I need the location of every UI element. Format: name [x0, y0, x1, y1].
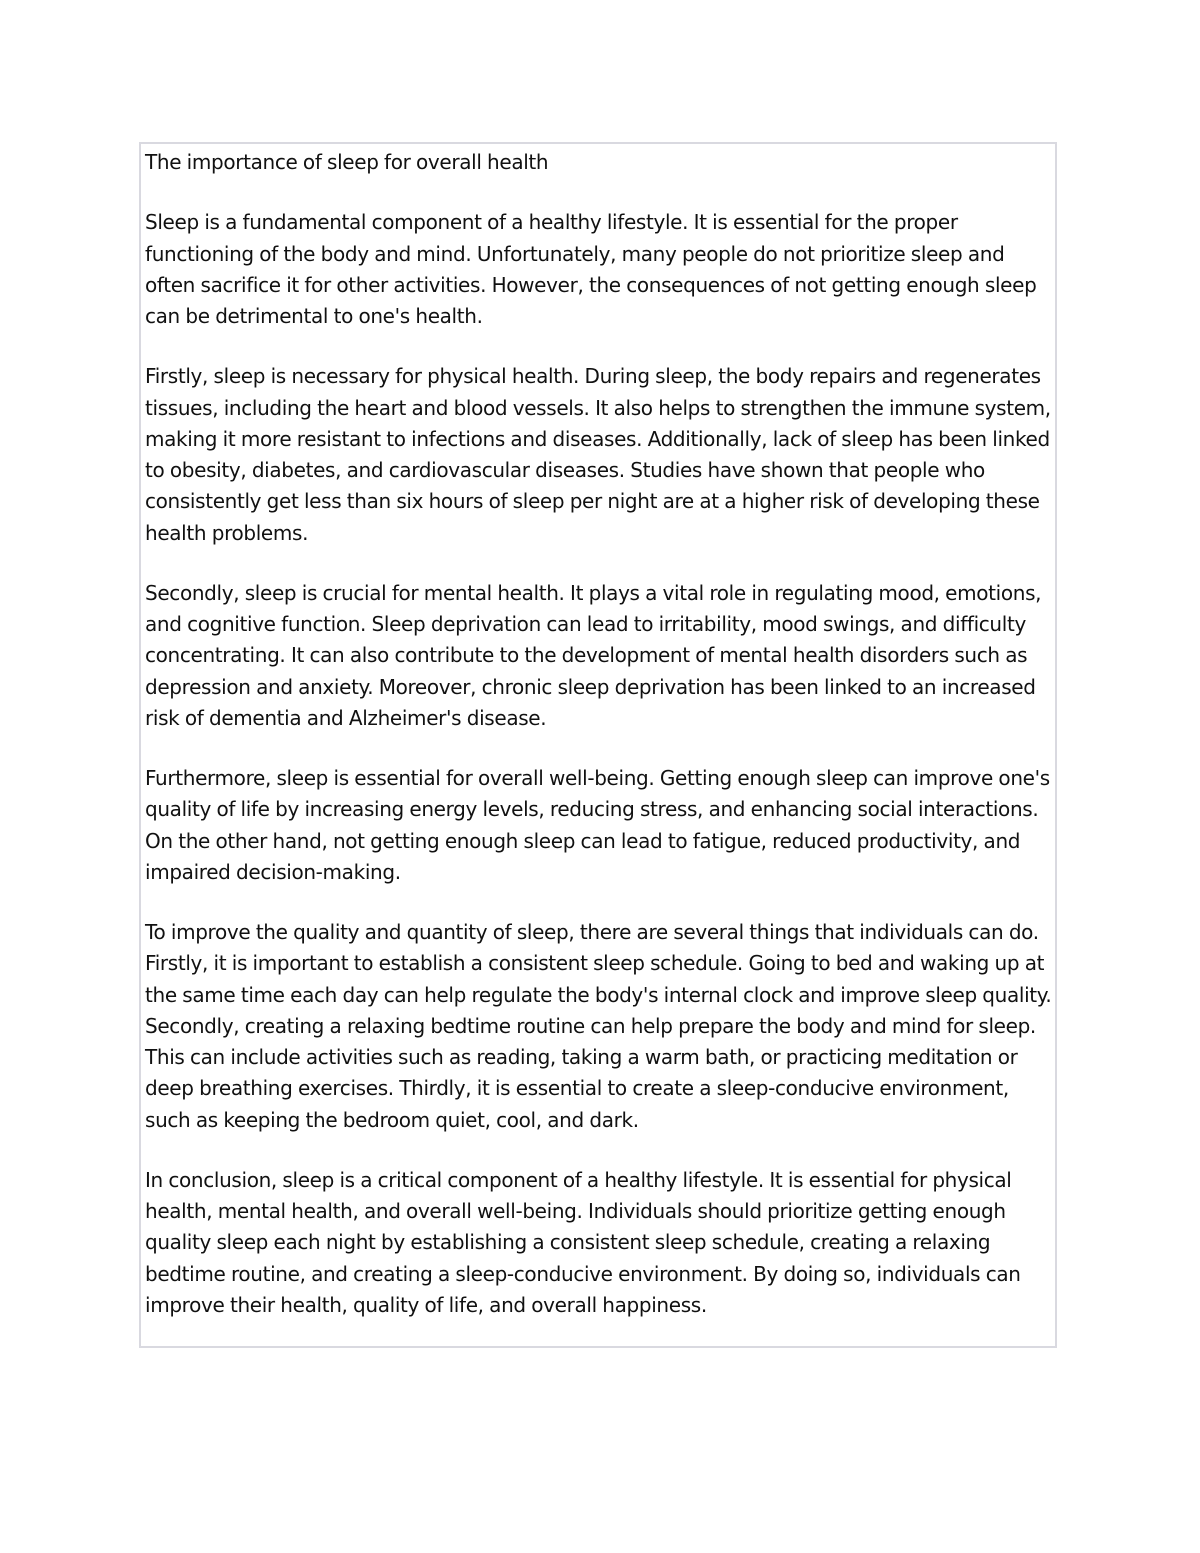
paragraph-conclusion: In conclusion, sleep is a critical component of a healthy lifestyle. It is essential for physical health, mental health, and overall well-being. Individuals should prioritize getting enough quality sleep each night by establishing a consistent sleep schedule, creating a relaxing bedtime routine, and creating a sleep-conducive environment. By doing so, individuals can improve their health, quality of life, and overall happiness.	[145, 1167, 1021, 1317]
paragraph-physical-health: Firstly, sleep is necessary for physical health. During sleep, the body repairs and regenerates tissues, including the heart and blood vessels. It also helps to strengthen the immune system, making it more resistant to infections and diseases. Additionally, lack of sleep has been linked to obesity, diabetes, and cardiovascular diseases. Studies have shown that people who consistently get less than six hours of sleep per night are at a higher risk of developing these health problems.	[145, 364, 1051, 545]
paragraph-mental-health: Secondly, sleep is crucial for mental health. It plays a vital role in regulating mood, emotions, and cognitive function. Sleep deprivation can lead to irritability, mood swings, and difficulty concentrating. It can also contribute to the development of mental health disorders such as depression and anxiety. Moreover, chronic sleep deprivation has been linked to an increased risk of dementia and Alzheimer's disease.	[145, 580, 1042, 730]
paragraph-improving-sleep: To improve the quality and quantity of sleep, there are several things that individuals can do. Firstly, it is important to establish a consistent sleep schedule. Going to bed and waking up at the same time each day can help regulate the body's internal clock and improve sleep quality. Secondly, creating a relaxing bedtime routine can help prepare the body and mind for sleep. This can include activities such as reading, taking a warm bath, or practicing meditation or deep breathing exercises. Thirdly, it is essential to create a sleep-conducive environment, such as keeping the bedroom quiet, cool, and dark.	[145, 920, 1052, 1132]
paragraph-introduction: Sleep is a fundamental component of a healthy lifestyle. It is essential for the proper functioning of the body and mind. Unfortunately, many people do not prioritize sleep and often sacrifice it for other activities. However, the consequences of not getting enough sleep can be detrimental to one's health.	[145, 210, 1037, 328]
document-title: The importance of sleep for overall health	[145, 150, 549, 174]
paragraph-well-being: Furthermore, sleep is essential for overall well-being. Getting enough sleep can improve one's quality of life by increasing energy levels, reducing stress, and enhancing social interactions. On the other hand, not getting enough sleep can lead to fatigue, reduced productivity, and impaired decision-making.	[145, 766, 1050, 884]
document-text-box[interactable]	[139, 142, 1057, 1348]
